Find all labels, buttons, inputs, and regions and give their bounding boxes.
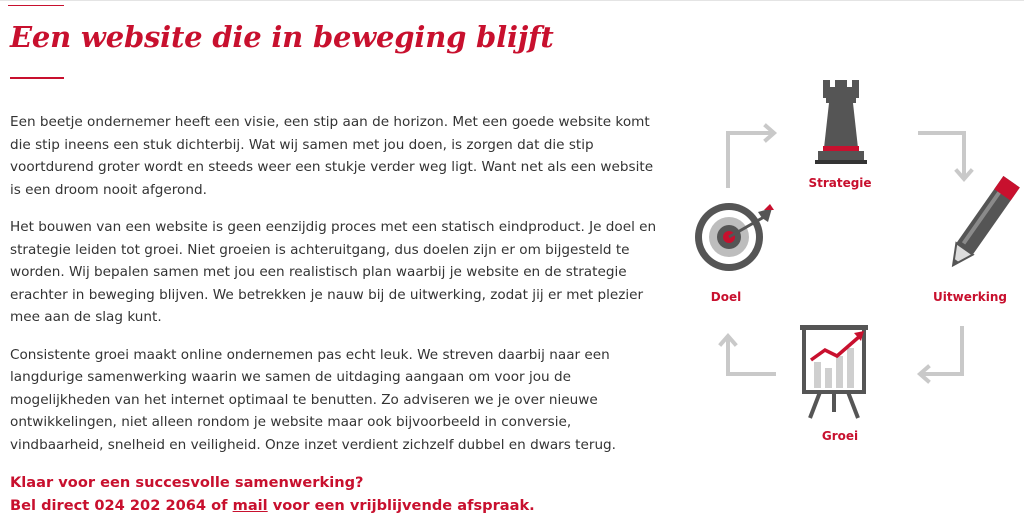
page-title: Een website die in beweging blijft	[10, 20, 554, 54]
paragraph: Het bouwen van een website is geen eenzijdig proces met een statisch eindproduct. Je doel en strategie leiden tot groei. Niet groeien is achteruitgang, dus doelen zijn er om bijgesteld te worden. Wij bepalen samen met jou een realistisch plan waarbij je website en de strategie erachter in beweging blijven. We betrekken je nauw bij de uitwerking, zodat jij er met plezier mee aan de slag kunt.	[10, 219, 657, 325]
arrow-uitwerking-to-groei	[920, 328, 962, 381]
arrow-groei-to-doel	[721, 336, 774, 374]
mail-link[interactable]: mail	[232, 497, 268, 514]
call-to-action	[10, 471, 665, 517]
cta-contact-line	[10, 494, 665, 517]
cycle-diagram	[680, 60, 1024, 460]
cta-phone-text: Bel direct 024 202 2064 of	[10, 497, 233, 514]
top-accent-line	[8, 5, 64, 6]
paragraph: Consistente groei maakt online ondernemen pas echt leuk. We streven daarbij naar een langdurige samenwerking waarin we samen de uitdaging aangaan om voor jou de mogelijkheden van het internet optimaal te benutten. Zo adviseren we je over nieuwe ontwikkelingen, niet alleen rondom je website maar ook bijvoorbeeld in conversie, vindbaarheid, snelheid en veiligheid. Onze inzet verdient zichzelf dubbel en dwars terug.	[10, 346, 617, 453]
cycle-label-uitwerking: Uitwerking	[933, 290, 1007, 304]
cycle-label-groei: Groei	[821, 429, 859, 443]
title-underline	[10, 77, 64, 79]
top-border	[0, 0, 1024, 1]
arrow-doel-to-strategie	[728, 126, 774, 186]
cycle-label-strategie: Strategie	[808, 176, 872, 190]
rising-chart-icon	[800, 325, 868, 418]
paragraph: Een beetje ondernemer heeft een visie, een stip aan de horizon. Met een goede website komt die stip ineens een stuk dichterbij. Wat wij samen met jou doen, is zorgen dat die stip voortdurend groter wordt en steeds weer een stukje verder weg ligt. Want net als een website is een droom nooit afgerond.	[10, 114, 654, 198]
arrow-strategie-to-uitwerking	[920, 133, 971, 179]
cta-suffix-text: voor een vrijblijvende afspraak.	[267, 497, 535, 514]
body-text	[10, 111, 665, 517]
target-dart-icon	[695, 203, 774, 271]
cycle-graphic	[680, 60, 1024, 460]
cta-heading: Klaar voor een succesvolle samenwerking?	[10, 474, 364, 491]
pencil-icon	[944, 176, 1020, 273]
cycle-label-doel: Doel	[710, 290, 742, 304]
chess-rook-icon	[815, 80, 867, 164]
